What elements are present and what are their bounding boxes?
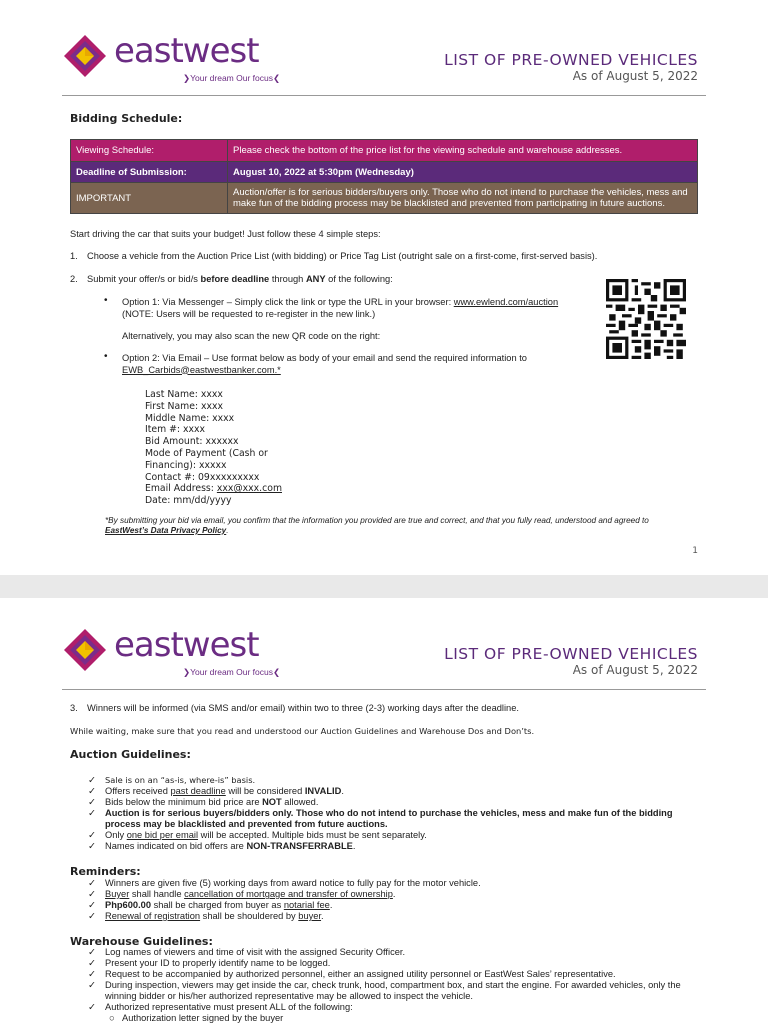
brand-wordmark: eastwest bbox=[114, 625, 259, 665]
schedule-label: IMPORTANT bbox=[71, 183, 228, 214]
brand-tagline: ❯Your dream Our focus❮ bbox=[183, 667, 281, 677]
list-item: ○ Authorization letter signed by the buyer bbox=[109, 1013, 284, 1023]
email-format-line: Email Address: xxx@xxx.com bbox=[145, 483, 282, 495]
document-title: LIST OF PRE-OWNED VEHICLES bbox=[444, 645, 698, 663]
document-title: LIST OF PRE-OWNED VEHICLES bbox=[444, 51, 698, 69]
email-format-line: Bid Amount: xxxxxx bbox=[145, 436, 239, 448]
check-icon: ✓ bbox=[88, 808, 96, 818]
step-3-number: 3. bbox=[70, 703, 78, 713]
list-item: ✓ Php600.00 shall be charged from buyer as notarial fee. bbox=[88, 900, 333, 910]
warehouse-guidelines-heading: Warehouse Guidelines: bbox=[70, 935, 213, 948]
step-2-text: Submit your offer/s or bid/s before deadline through ANY of the following: bbox=[87, 274, 393, 284]
email-format-line: Mode of Payment (Cash or bbox=[145, 447, 268, 459]
list-item: ✓ Present your ID to properly identify name to be logged. bbox=[88, 958, 331, 968]
step-3-text: Winners will be informed (via SMS and/or email) within two to three (2-3) working days after the deadline. bbox=[87, 703, 519, 713]
steps-intro: Start driving the car that suits your budget! Just follow these 4 simple steps: bbox=[70, 229, 381, 239]
list-item: ✓ Winners are given five (5) working days from award notice to fully pay for the motor vehicle. bbox=[88, 878, 481, 888]
option-2-text: Option 2: Via Email – Use format below as body of your email and send the required information to EWB_Carbids@eastwestbanker.com.* bbox=[122, 353, 527, 375]
auction-guidelines-heading: Auction Guidelines: bbox=[70, 748, 191, 761]
option-1-alt: Alternatively, you may also scan the new QR code on the right: bbox=[122, 331, 381, 341]
email-format-line: Financing): xxxxx bbox=[145, 459, 227, 471]
page-number: 1 bbox=[692, 546, 698, 556]
list-item: ✓ Renewal of registration shall be shouldered by buyer. bbox=[88, 911, 324, 921]
schedule-value: Please check the bottom of the price list for the viewing schedule and warehouse addresses. bbox=[228, 140, 698, 162]
schedule-table bbox=[70, 139, 698, 214]
check-icon: ✓ bbox=[88, 889, 96, 899]
header-divider bbox=[62, 95, 706, 96]
check-icon: ✓ bbox=[88, 775, 96, 785]
circle-bullet-icon: ○ bbox=[109, 1013, 115, 1023]
check-icon: ✓ bbox=[88, 830, 96, 840]
eastwest-diamond-icon bbox=[62, 33, 108, 79]
bullet-icon: • bbox=[104, 351, 108, 362]
check-icon: ✓ bbox=[88, 969, 96, 979]
check-icon: ✓ bbox=[88, 841, 96, 851]
list-item: ✓ Offers received past deadline will be considered INVALID. bbox=[88, 786, 344, 796]
check-icon: ✓ bbox=[88, 911, 96, 921]
email-format-line: Contact #: 09xxxxxxxxx bbox=[145, 471, 260, 483]
privacy-policy-link[interactable]: EastWest’s Data Privacy Policy bbox=[105, 526, 227, 535]
header-divider bbox=[62, 689, 706, 690]
schedule-row-important bbox=[71, 183, 698, 214]
eastwest-diamond-icon bbox=[62, 627, 108, 673]
step-2-number: 2. bbox=[70, 274, 78, 284]
list-item: ✓ Log names of viewers and time of visit with the assigned Security Officer. bbox=[88, 947, 406, 957]
list-item: ✓ Bids below the minimum bid price are NOT allowed. bbox=[88, 797, 319, 807]
check-icon: ✓ bbox=[88, 947, 96, 957]
check-icon: ✓ bbox=[88, 958, 96, 968]
list-item: ✓ Only one bid per email will be accepted. Multiple bids must be sent separately. bbox=[88, 830, 427, 840]
option-1-text: Option 1: Via Messenger – Simply click the link or type the URL in your browser: www.ewlend.com/auction (NOTE: Users will be requested to re-register in the new link.) bbox=[122, 297, 559, 319]
email-format-line: First Name: xxxx bbox=[145, 400, 224, 412]
schedule-row-viewing bbox=[71, 140, 698, 162]
list-item: ✓ During inspection, viewers may get inside the car, check trunk, hood, compartment box, and start the engine. For awarded vehicles, only the winning bidder or his/her authorized representative may be allowed to inspect the vehicle. bbox=[88, 980, 681, 1001]
list-item: ✓ Request to be accompanied by authorized personnel, either an assigned utility personnel or EastWest Sales’ representative. bbox=[88, 969, 616, 979]
eastwest-logo bbox=[62, 625, 281, 687]
check-icon: ✓ bbox=[88, 980, 96, 990]
email-format-line: Date: mm/dd/yyyy bbox=[145, 495, 232, 507]
privacy-footnote: *By submitting your bid via email, you confirm that the information you provided are true and correct, and that you fully read, understood and agreed to EastWest’s Data Privacy Policy. bbox=[105, 516, 649, 535]
email-format-line: Item #: xxxx bbox=[145, 424, 206, 436]
warehouse-guidelines-list bbox=[88, 947, 703, 1024]
document-date: As of August 5, 2022 bbox=[572, 69, 698, 83]
schedule-label: Viewing Schedule: bbox=[71, 140, 228, 162]
brand-tagline: ❯Your dream Our focus❮ bbox=[183, 73, 281, 83]
email-format-line: Last Name: xxxx bbox=[145, 389, 223, 400]
auction-guidelines-list bbox=[88, 775, 703, 852]
reminders-list bbox=[88, 878, 703, 922]
qr-code-icon[interactable] bbox=[606, 279, 686, 359]
list-item: ✓ Authorized representative must present ALL of the following: bbox=[88, 1002, 353, 1012]
auction-link[interactable]: www.ewlend.com/auction bbox=[453, 297, 559, 307]
check-icon: ✓ bbox=[88, 797, 96, 807]
schedule-value: August 10, 2022 at 5:30pm (Wednesday) bbox=[228, 162, 698, 183]
check-icon: ✓ bbox=[88, 1002, 96, 1012]
check-icon: ✓ bbox=[88, 878, 96, 888]
email-format-block bbox=[145, 389, 282, 507]
schedule-row-deadline bbox=[71, 162, 698, 183]
check-icon: ✓ bbox=[88, 786, 96, 796]
document-date: As of August 5, 2022 bbox=[572, 663, 698, 677]
bidding-schedule-heading: Bidding Schedule: bbox=[70, 112, 183, 125]
document-page-2 bbox=[0, 598, 768, 1024]
eastwest-logo bbox=[62, 31, 281, 93]
list-item: ✓ Sale is on an “as-is, where-is” basis. bbox=[88, 775, 256, 785]
step-1-text: Choose a vehicle from the Auction Price List (with bidding) or Price Tag List (outright sale on a first-come, first-served basis). bbox=[87, 251, 598, 261]
step-1-number: 1. bbox=[70, 251, 78, 261]
brand-wordmark: eastwest bbox=[114, 31, 259, 71]
check-icon: ✓ bbox=[88, 900, 96, 910]
list-item: ✓ Buyer shall handle cancellation of mortgage and transfer of ownership. bbox=[88, 889, 396, 899]
bullet-icon: • bbox=[104, 295, 108, 306]
email-format-line: Middle Name: xxxx bbox=[145, 412, 235, 424]
reminders-heading: Reminders: bbox=[70, 865, 141, 878]
while-waiting-text: While waiting, make sure that you read and understood our Auction Guidelines and Warehouse Dos and Don’ts. bbox=[70, 726, 535, 736]
list-item: ✓ Names indicated on bid offers are NON-TRANSFERRABLE. bbox=[88, 841, 356, 851]
carbids-email-link[interactable]: EWB_Carbids@eastwestbanker.com.* bbox=[122, 364, 281, 375]
schedule-value: Auction/offer is for serious bidders/buyers only. Those who do not intend to purchase the vehicles, mess and make fun of the bidding process may be blacklisted and prevented from participating in future auctions. bbox=[228, 183, 698, 214]
list-item: ✓ Auction is for serious buyers/bidders only. Those who do not intend to purchase the vehicles, mess and make fun of the bidding process may be blacklisted and prevented from future auctions. bbox=[88, 808, 673, 829]
schedule-label: Deadline of Submission: bbox=[71, 162, 228, 183]
